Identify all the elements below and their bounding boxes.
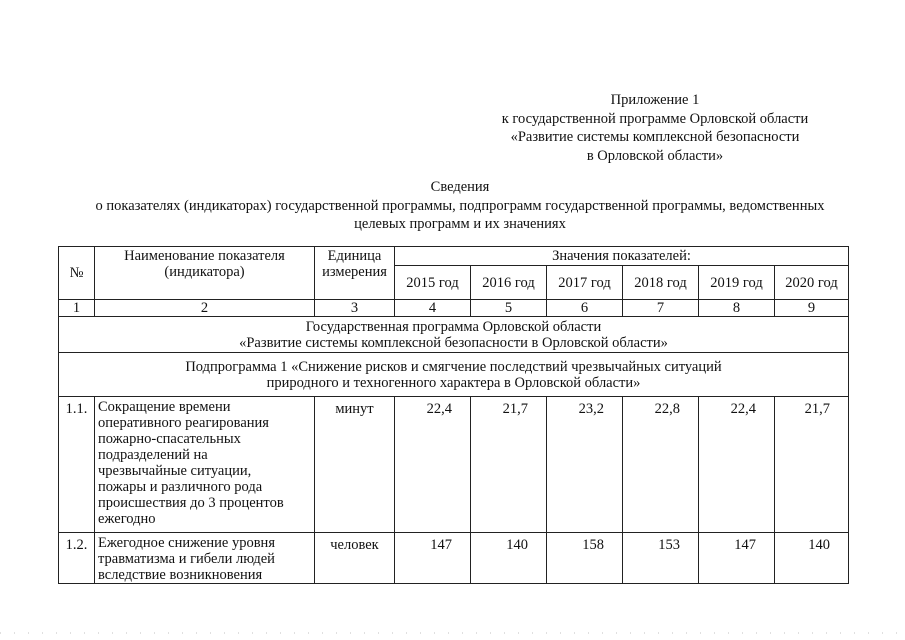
appendix-title: Приложение 1	[610, 92, 700, 108]
column-number: 2	[95, 300, 315, 317]
value-cell: 22,4	[395, 397, 471, 533]
unit-cell: человек	[315, 533, 395, 584]
column-number: 7	[623, 300, 699, 317]
year-header: 2018 год	[623, 266, 699, 300]
value-cell: 147	[395, 533, 471, 584]
subprogram-title: Подпрограмма 1 «Снижение рисков и смягчение последствий чрезвычайных ситуаций	[185, 358, 722, 375]
indicator-name-line: ежегодно	[98, 511, 156, 527]
document-heading	[60, 178, 860, 234]
appendix-line: в Орловской области»	[586, 147, 724, 164]
indicator-name-line: вследствие возникновения	[98, 567, 263, 583]
appendix-line: к государственной программе Орловской области	[501, 110, 809, 127]
indicator-name-line: подразделений на	[98, 447, 208, 463]
value-cell: 153	[623, 533, 699, 584]
heading-subtitle: целевых программ и их значениях	[354, 216, 566, 232]
unit-cell: минут	[315, 397, 395, 533]
column-number: 6	[547, 300, 623, 317]
indicator-name	[95, 533, 315, 584]
value-cell: 23,2	[547, 397, 623, 533]
header-name-line: (индикатора)	[164, 264, 245, 280]
program-row	[59, 317, 849, 353]
value-cell: 140	[471, 533, 547, 584]
subprogram-row	[59, 353, 849, 397]
value-cell: 22,4	[699, 397, 775, 533]
column-number: 5	[471, 300, 547, 317]
heading-title: Сведения	[430, 179, 490, 195]
program-title: «Развитие системы комплексной безопасности в Орловской области»	[239, 334, 668, 351]
year-header: 2015 год	[395, 266, 471, 300]
header-unit	[315, 247, 395, 300]
value-cell: 21,7	[775, 397, 849, 533]
year-header: 2019 год	[699, 266, 775, 300]
indicator-name-line: Ежегодное снижение уровня	[98, 535, 275, 551]
appendix-block	[470, 91, 840, 165]
indicators-table	[58, 246, 849, 584]
value-cell: 147	[699, 533, 775, 584]
header-indicator-name	[95, 247, 315, 300]
indicator-name-line: чрезвычайные ситуации,	[98, 463, 252, 479]
column-number: 4	[395, 300, 471, 317]
year-header: 2017 год	[547, 266, 623, 300]
column-number: 9	[775, 300, 849, 317]
header-name-line: Наименование показателя	[124, 248, 285, 264]
program-title: Государственная программа Орловской области	[305, 318, 602, 335]
value-cell: 158	[547, 533, 623, 584]
scan-artifact-divider	[0, 632, 905, 634]
value-cell: 140	[775, 533, 849, 584]
indicator-name-line: пожарно-спасательных	[98, 431, 241, 447]
indicator-name	[95, 397, 315, 533]
column-number: 8	[699, 300, 775, 317]
value-cell: 22,8	[623, 397, 699, 533]
header-unit-line: Единица	[327, 248, 382, 264]
header-values: Значения показателей:	[395, 247, 849, 266]
indicator-name-line: травматизма и гибели людей	[98, 551, 275, 567]
indicator-name-line: пожары и различного рода	[98, 479, 263, 495]
heading-subtitle: о показателях (индикаторах) государственной программы, подпрограмм государственной программы, ведомственных	[95, 197, 825, 214]
table-row	[59, 533, 849, 584]
indicator-name-line: Сокращение времени	[98, 399, 231, 415]
year-header: 2016 год	[471, 266, 547, 300]
indicator-name-line: оперативного реагирования	[98, 415, 269, 431]
row-number: 1.2.	[59, 533, 95, 584]
year-header: 2020 год	[775, 266, 849, 300]
table-row	[59, 397, 849, 533]
column-number: 1	[59, 300, 95, 317]
indicator-name-line: происшествия до 3 процентов	[98, 495, 284, 511]
value-cell: 21,7	[471, 397, 547, 533]
column-number: 3	[315, 300, 395, 317]
header-no: №	[59, 247, 95, 300]
appendix-line: «Развитие системы комплексной безопасности	[510, 129, 800, 145]
row-number: 1.1.	[59, 397, 95, 533]
header-unit-line: измерения	[322, 264, 387, 280]
subprogram-title: природного и техногенного характера в Орловской области»	[266, 374, 641, 391]
